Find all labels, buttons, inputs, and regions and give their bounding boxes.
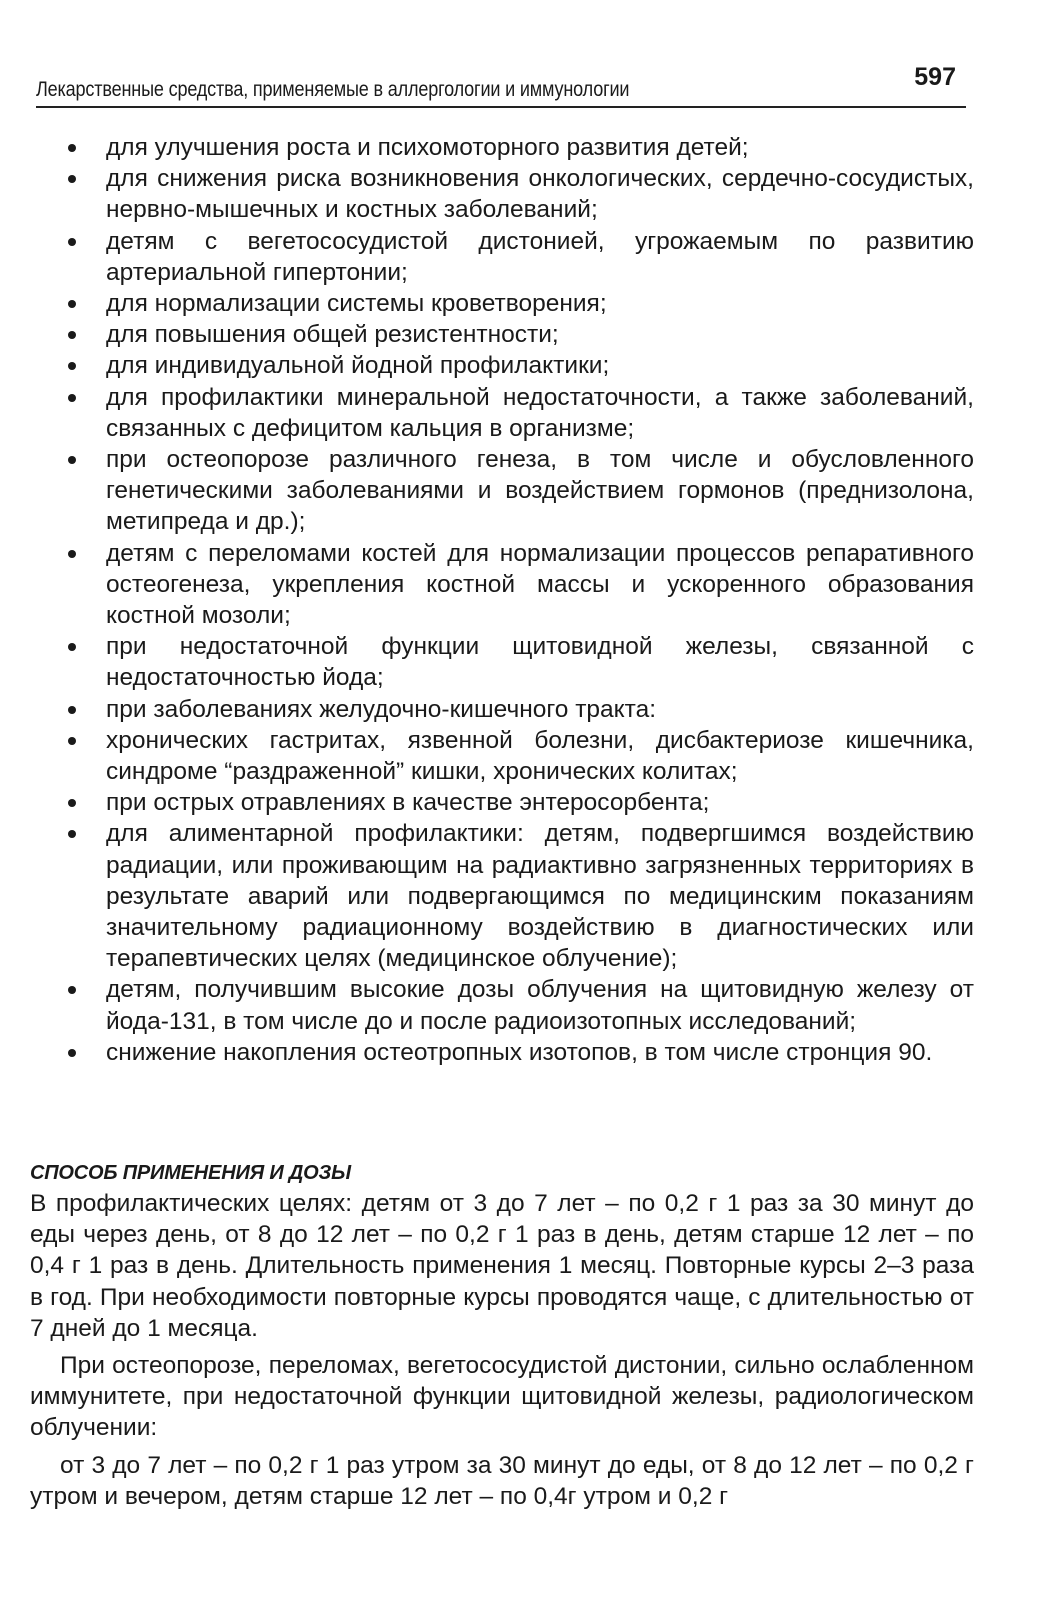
list-item: для индивидуальной йодной профилактики; [66, 350, 974, 381]
list-item: для нормализации системы кроветворения; [66, 288, 974, 319]
section-heading: СПОСОБ ПРИМЕНЕНИЯ И ДОЗЫ [30, 1162, 351, 1184]
paragraph-dosing: от 3 до 7 лет – по 0,2 г 1 раз утром за 30 минут до еды, от 8 до 12 лет – по 0,2 г утром и вечером, детям старше 12 лет – по 0,4г утром и 0,2 г [30, 1451, 974, 1510]
list-item: детям, получившим высокие дозы облучения на щитовидную железу от йода-131, в том числе до и после радиоизотопных исследований; [66, 974, 974, 1036]
list-item: хронических гастритах, язвенной болезни, дисбактериозе кишечника, синдроме “раздраженной” кишки, хронических колитах; [66, 725, 974, 787]
list-item: для алиментарной профилактики: детям, подвергшимся воздействию радиации, или проживающим на радиактивно загрязненных территориях в результате аварий или подвергающимся по медицинским показаниям значительному радиационному воздействию в диагностических или терапевтических целях (медицинское облучение); [66, 818, 974, 974]
paragraph-prophylaxis: В профилактических целях: детям от 3 до 7 лет – по 0,2 г 1 раз за 30 минут до еды через день, от 8 до 12 лет – по 0,2 г 1 раз в день, детям старше 12 лет – по 0,4 г 1 раз в день. Длительность применения 1 месяц. Повторные курсы 2–3 раза в год. При необходимости повторные курсы проводятся чаще, с длительностью от 7 дней до 1 месяца. [30, 1190, 974, 1342]
indications-list [66, 132, 974, 1068]
running-title: Лекарственные средства, применяемые в аллергологии и иммунологии [36, 78, 630, 101]
paragraph-conditions: При остеопорозе, переломах, вегетососудистой дистонии, сильно ослабленном иммунитете, при недостаточной функции щитовидной железы, радиологическом облучении: [30, 1352, 974, 1442]
list-item: при остеопорозе различного генеза, в том числе и обусловленного генетическими заболеваниями и воздействием гормонов (преднизолона, метипреда и др.); [66, 444, 974, 538]
page-number: 597 [914, 63, 956, 91]
list-item: при недостаточной функции щитовидной железы, связанной с недостаточностью йода; [66, 631, 974, 693]
dosage-section [30, 1158, 974, 1512]
running-header [36, 62, 966, 108]
list-item: при острых отравлениях в качестве энтеросорбента; [66, 787, 974, 818]
list-item: для снижения риска возникновения онкологических, сердечно-сосудистых, нервно-мышечных и костных заболеваний; [66, 163, 974, 225]
list-item: для улучшения роста и психомоторного развития детей; [66, 132, 974, 163]
list-item: детям с вегетососудистой дистонией, угрожаемым по развитию артериальной гипертонии; [66, 226, 974, 288]
list-item: детям с переломами костей для нормализации процессов репаративного остеогенеза, укрепления костной массы и ускоренного образования костной мозоли; [66, 538, 974, 632]
list-item: для профилактики минеральной недостаточности, а также заболеваний, связанных с дефицитом кальция в организме; [66, 382, 974, 444]
list-item: для повышения общей резистентности; [66, 319, 974, 350]
list-item: при заболеваниях желудочно-кишечного тракта: [66, 694, 974, 725]
list-item: снижение накопления остеотропных изотопов, в том числе стронция 90. [66, 1037, 974, 1068]
